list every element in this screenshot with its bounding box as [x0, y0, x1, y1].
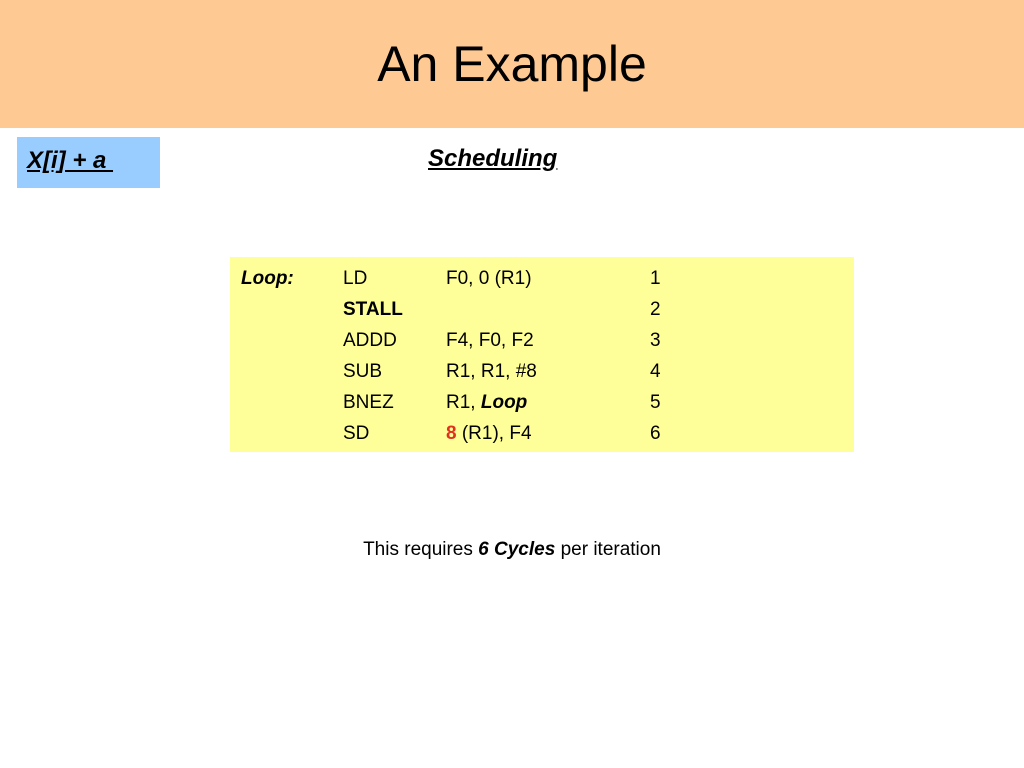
- code-row: [230, 387, 854, 418]
- operands-rest: (R1), F4: [456, 423, 532, 444]
- code-row: [230, 356, 854, 387]
- opcode: SUB: [343, 361, 383, 382]
- opcode: ADDD: [343, 330, 397, 351]
- cycle-number: 3: [650, 330, 661, 351]
- code-row: [230, 263, 854, 294]
- cycle-number: 2: [650, 299, 661, 320]
- cycle-number: 1: [650, 268, 661, 289]
- operands: F4, F0, F2: [446, 330, 534, 351]
- operands: [446, 387, 527, 418]
- topic-label-box: [17, 137, 160, 188]
- slide-title: An Example: [377, 36, 647, 92]
- offset-highlight: 8: [446, 423, 457, 444]
- summary-emphasis: 6 Cycles: [478, 539, 556, 560]
- section-heading: Scheduling: [428, 145, 558, 172]
- code-row: [230, 418, 854, 449]
- cycle-number: 5: [650, 392, 661, 413]
- topic-label: X[i] + a: [27, 147, 114, 174]
- opcode: LD: [343, 268, 368, 289]
- operands-register: R1,: [446, 392, 481, 413]
- opcode: BNEZ: [343, 392, 394, 413]
- operands: [446, 418, 532, 449]
- loop-label: Loop:: [241, 268, 294, 289]
- code-row: [230, 325, 854, 356]
- summary-prefix: This requires: [363, 539, 479, 560]
- summary-suffix: per iteration: [555, 539, 661, 560]
- summary-text: [0, 536, 1024, 564]
- opcode: SD: [343, 423, 370, 444]
- cycle-number: 4: [650, 361, 661, 382]
- opcode: STALL: [343, 299, 403, 320]
- operands: R1, R1, #8: [446, 361, 537, 382]
- operands: F0, 0 (R1): [446, 268, 532, 289]
- branch-target: Loop: [480, 392, 528, 413]
- cycle-number: 6: [650, 423, 661, 444]
- code-listing: [230, 257, 854, 452]
- code-row: [230, 294, 854, 325]
